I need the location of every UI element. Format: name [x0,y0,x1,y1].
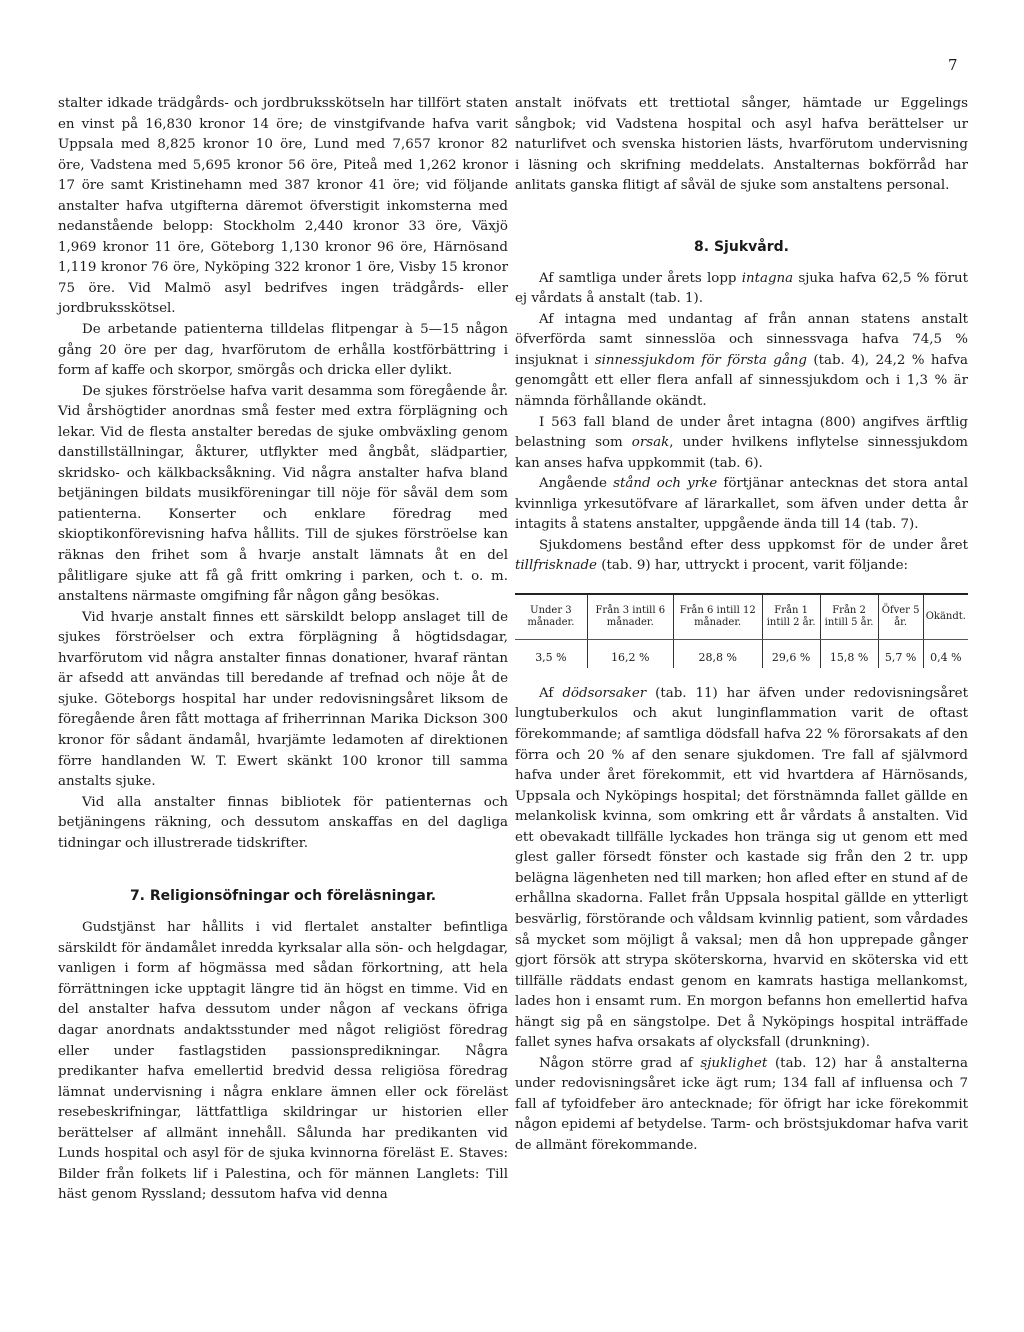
table-cell: 5,7 % [878,639,923,668]
paragraph: De arbetande patienterna tilldelas flitpengar à 5—15 någon gång 20 öre per dag, hvarförutom de erhålla kostförbättring i form af kaffe och skorpor, smörgås och dricka eller dylikt. [58,322,508,379]
left-column [58,94,508,1206]
paragraph: Af dödsorsaker (tab. 11) har äfven under redovisningsåret lungtuberkulos och akut lunginflammation varit de oftast förekommande; af samtliga dödsfall hafva 22 % förorsakats af den förra och 20 % af den senare sjukdomen. Tre fall af självmord hafva under året förekommit, ett vid hvartdera af Härnösands, Uppsala och Nyköpings hospital; det förstnämnda fallet gällde en melankolisk kvinna, som omkring ett år vårdats å anstalten. Vid ett obevakadt tillfälle lyckades hon tränga sig ut genom ett med glest galler försedt fönster och kastade sig från den 2 tr. upp belägna lägenheten ned till marken; hon afled efter en stund af de erhållna skadorna. Fallet från Uppsala hospital gällde en ytterligt besvärlig, förstörande och våldsam kvinnlig patient, som vårdades så mycket som möjligt å vaksal; men då hon upprepade gånger gjort försök att strypa sköterskorna, hvarvid en sköterska vid ett tillfälle räddats endast genom en kamrats hastiga mellankomst, lades hon i ensamt rum. En morgon befanns hon emellertid hafva hängt sig på en sängstolpe. Det å Nyköpings hospital inträffade fallet synes hafva orsakats af olycksfall (drunkning). [515,685,968,1051]
table-header-cell: Öfver 5 år. [878,594,923,640]
table-cell: 16,2 % [587,639,673,668]
paragraph: De sjukes förströelse hafva varit desamma som föregående år. Vid årshögtider anordnas små fester med extra förplägning och lekar. Vid de flesta anstalter beredas de sjuke ombväxling genom danstillställningar, åkturer, utflykter med ångbåt, slädpartier, skridsko- och kälkbacksåkning. Vid några anstalter hafva bland betjäningen bildats musikföreningar till nöje för såväl dem som patienterna. Konserter och enklare föredrag med skioptikonförevisning hafva hållits. Till de sjukes förströelse kan räknas den frihet som å hvarje anstalt lämnats åt en del pålitligare sjuke att få gå fritt omkring i parken, och t. o. m. anstaltens närmaste omgifning får någon gång besökas. [58,383,508,605]
table-header-cell: Från 6 intill 12 månader. [673,594,762,640]
table-header-row [515,594,968,640]
table-header-cell: Från 2 intill 5 år. [820,594,878,640]
paragraph: Angående stånd och yrke förtjänar antecknas det stora antal kvinnliga yrkesutöfvare af lärarkallet, som äfven under detta år intagits å statens anstalter, uppgående ända till 14 (tab. 7). [515,476,968,533]
table-row [515,639,968,668]
paragraph: I 563 fall bland de under året intagna (800) angifves ärftlig belastning som orsak, under hvilkens inflytelse sinnessjukdom kan anses hafva uppkommit (tab. 6). [515,414,968,471]
duration-table [515,593,968,668]
paragraph: Sjukdomens bestånd efter dess uppkomst för de under året tillfrisknade (tab. 9) har, uttryckt i procent, varit följande: [515,537,968,574]
paragraph: anstalt inöfvats ett trettiotal sånger, hämtade ur Eggelings sångbok; vid Vadstena hospital och asyl hafva berättelser ur naturlifvet och svenska historien lästs, hvarförutom undervisning i läsning och skrifning meddelats. Anstalternas bokförråd har anlitats ganska flitigt af såväl de sjuke som anstaltens personal. [515,96,968,194]
table-header-cell: Från 3 intill 6 månader. [587,594,673,640]
table-cell: 3,5 % [535,650,567,664]
section-heading: 8. Sjukvård. [694,238,789,255]
page-number: 7 [948,56,958,74]
paragraph: Vid alla anstalter finnas bibliotek för patienternas och betjäningens räkning, och dessutom anskaffas en del dagliga tidningar och illustrerade tidskrifter. [58,794,508,851]
table-cell: 28,8 % [673,639,762,668]
table-cell: 15,8 % [820,639,878,668]
paragraph: Gudstjänst har hållits i vid flertalet anstalter befintliga särskildt för ändamålet inredda kyrksalar alla sön- och helgdagar, vanligen i form af högmässa med sådan förkortning, att hela förrättningen icke upptagit längre tid än högst en timme. Vid en del anstalter hafva dessutom under någon af veckans öfriga dagar anordnats andaktsstunder med något religiöst föredrag eller under fastlagstiden passionspredikningar. Några predikanter hafva emellertid bredvid dessa religiösa föredrag lämnat undervisning i några enklare ämnen eller ock föreläst resebeskrifningar, lättfattliga skildringar ur historien eller berättelser af allmänt innehåll. Sålunda har predikanten vid Lunds hospital och asyl för de sjuka kvinnorna föreläst E. Staves: Bilder från folkets lif i Palestina, och för männen Langlets: Till häst genom Ryssland; dessutom hafva vid denna [58,920,508,1203]
table-header-cell: Under 3 månader. [515,594,587,640]
table-header-cell: Från 1 intill 2 år. [762,594,820,640]
table-cell: 29,6 % [762,639,820,668]
table-cell: 0,4 % [923,639,968,668]
section-heading: 7. Religionsöfningar och föreläsningar. [129,888,437,905]
paragraph: stalter idkade trädgårds- och jordbruksskötseln har tillfört staten en vinst på 16,830 kronor 14 öre; de vinstgifvande hafva varit Uppsala med 8,825 kronor 10 öre, Lund med 7,657 kronor 82 öre, Vadstena med 5,695 kronor 56 öre, Piteå med 1,262 kronor 17 öre samt Kristinehamn med 387 kronor 41 öre; vid följande anstalter hafva utgifterna däremot öfverstigit inkomsterna med nedanstående belopp: Stockholm 2,440 kronor 33 öre, Växjö 1,969 kronor 11 öre, Göteborg 1,130 kronor 96 öre, Härnösand 1,119 kronor 76 öre, Nyköping 322 kronor 1 öre, Visby 15 kronor 75 öre. Vid Malmö asyl bedrifves ingen trädgårds- eller jordbruksskötsel. [58,96,508,317]
table-header-cell: Okändt. [923,594,968,640]
right-column [515,94,968,1157]
paragraph: Vid hvarje anstalt finnes ett särskildt belopp anslaget till de sjukes förströelser och extra förplägning å högtidsdagar, hvarförutom vid några anstalter finnas donationer, hvaraf räntan är afsedd att användas till beredande af trefnad och nöje åt de sjuke. Göteborgs hospital har under redovisningsåret liksom de föregående åren fått mottaga af friherrinnan Marika Dickson 300 kronor för sådant ändamål, hvarjämte ledamoten af direktionen förre handlanden W. T. Ewert skänkt 100 kronor till samma anstalts sjuke. [58,609,508,790]
paragraph: Af intagna med undantag af från annan statens anstalt öfverförda samt sinnesslöa och sinnessvaga hafva 74,5 % insjuknat i sinnessjukdom för första gång (tab. 4), 24,2 % hafva genomgått ett eller flera anfall af sinnessjukdom och i 1,3 % är nämnda förhållande okändt. [515,311,968,410]
paragraph: Någon större grad af sjuklighet (tab. 12) har å anstalterna under redovisningsåret icke ägt rum; 134 fall af influensa och 7 fall af tyfoidfeber äro antecknade; för öfrigt har icke förekommit någon epidemi af betydelse. Tarm- och bröstsjukdomar hafva varit de allmänt förekommande. [515,1055,968,1153]
paragraph: Af samtliga under årets lopp intagna sjuka hafva 62,5 % förut ej vårdats å anstalt (tab. 1). [515,270,968,307]
